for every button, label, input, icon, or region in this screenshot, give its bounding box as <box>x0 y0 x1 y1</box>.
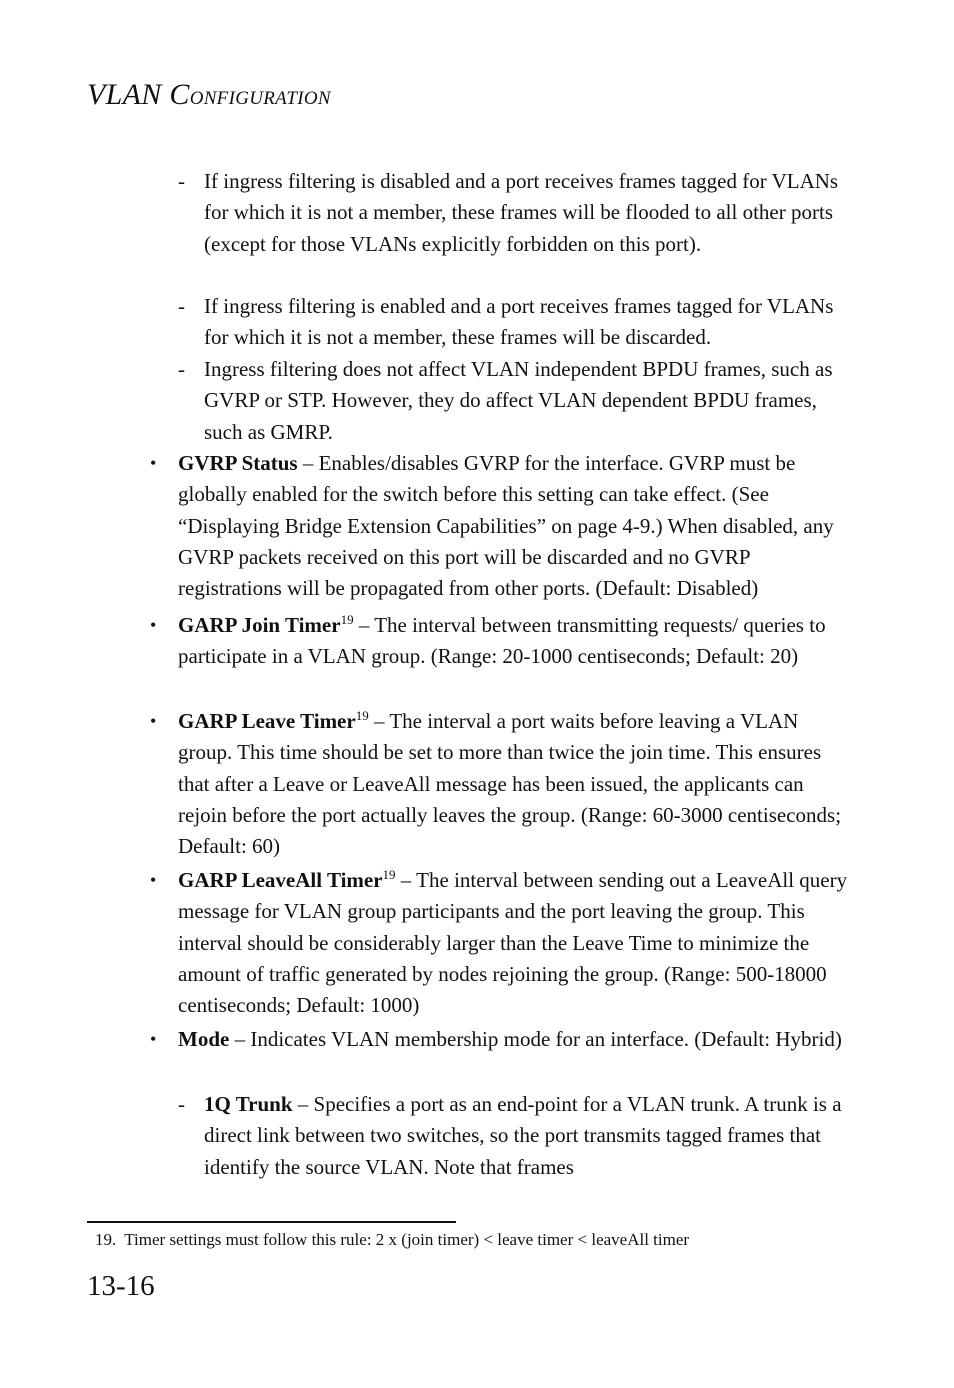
term: GARP Leave Timer <box>178 709 356 733</box>
bullet-garp-join-timer <box>150 610 850 673</box>
dash-item-text: If ingress filtering is disabled and a port receives frames tagged for VLANs for which it is not a member, these frames will be flooded to all other ports (except for those VLANs explicitly forbidden on this port). <box>204 169 839 256</box>
dash-marker: - <box>178 169 185 193</box>
dash-item-text: Ingress filtering does not affect VLAN independent BPDU frames, such as GVRP or STP. However, they do affect VLAN dependent BPDU frames, such as GMRP. <box>204 357 833 444</box>
bullet-garp-leave-timer <box>150 706 850 862</box>
dash-marker: - <box>178 294 185 318</box>
term: GVRP Status <box>178 451 298 475</box>
footnote <box>95 1229 689 1251</box>
footnote-ref: 19 <box>382 867 396 882</box>
ingress-note-disabled <box>178 166 848 260</box>
description: – Specifies a port as an end-point for a VLAN trunk. A trunk is a direct link between two switches, so the port transmits tagged frames that identify the source VLAN. Note that frames <box>204 1092 842 1179</box>
description: – The interval between transmitting requests/ queries to participate in a VLAN group. (Range: 20-1000 centiseconds; Default: 20) <box>178 613 826 669</box>
bullet-marker: • <box>150 711 157 731</box>
term: 1Q Trunk <box>204 1092 293 1116</box>
term: Mode <box>178 1027 230 1051</box>
footnote-number: 19. <box>95 1230 117 1249</box>
bullet-marker: • <box>150 870 157 890</box>
bullet-marker: • <box>150 1029 157 1049</box>
running-header: VLAN CONFIGURATION <box>87 78 331 111</box>
dash-item-text: If ingress filtering is enabled and a port receives frames tagged for VLANs for which it is not a member, these frames will be discarded. <box>204 294 834 350</box>
ingress-note-bpdu <box>178 354 848 448</box>
footnote-divider <box>87 1221 456 1223</box>
bullet-garp-leaveall-timer <box>150 865 850 1021</box>
mode-1q-trunk <box>178 1089 848 1183</box>
page-number: 13-16 <box>87 1270 155 1302</box>
bullet-gvrp-status <box>150 448 850 604</box>
footnote-text: Timer settings must follow this rule: 2 x (join timer) < leave timer < leaveAll timer <box>124 1230 690 1249</box>
term: GARP Join Timer <box>178 613 341 637</box>
description: – The interval a port waits before leaving a VLAN group. This time should be set to more than twice the join time. This ensures that after a Leave or LeaveAll message has been issued, the applicants can rejoin before the port actually leaves the group. (Range: 60-3000 centiseconds; Default: 60) <box>178 709 842 859</box>
bullet-marker: • <box>150 615 157 635</box>
ingress-note-enabled <box>178 291 848 354</box>
description: – Indicates VLAN membership mode for an interface. (Default: Hybrid) <box>229 1027 842 1051</box>
footnote-ref: 19 <box>340 612 354 627</box>
dash-marker: - <box>178 357 185 381</box>
footnote-ref: 19 <box>355 708 369 723</box>
dash-marker: - <box>178 1092 185 1116</box>
bullet-mode <box>150 1024 850 1055</box>
description: – The interval between sending out a LeaveAll query message for VLAN group participants and the port leaving the group. This interval should be considerably larger than the Leave Time to minimize the amount of traffic generated by nodes rejoining the group. (Range: 500-18000 centiseconds; Default: 1000) <box>178 868 848 1018</box>
bullet-marker: • <box>150 453 157 473</box>
description: – Enables/disables GVRP for the interface. GVRP must be globally enabled for the switch before this setting can take effect. (See “Displaying Bridge Extension Capabilities” on page 4-9.) When disabled, any GVRP packets received on this port will be discarded and no GVRP registrations will be propagated from other ports. (Default: Disabled) <box>178 451 834 601</box>
term: GARP LeaveAll Timer <box>178 868 383 892</box>
